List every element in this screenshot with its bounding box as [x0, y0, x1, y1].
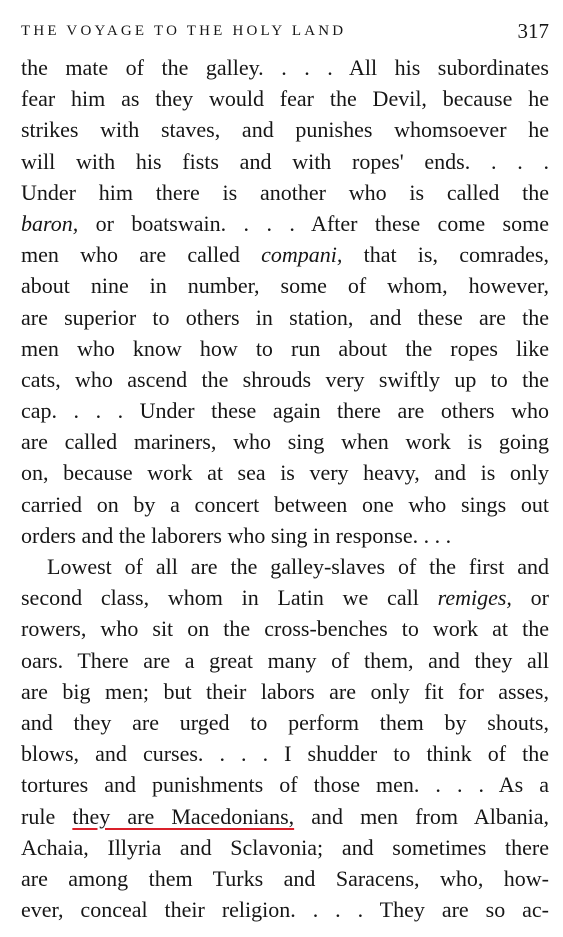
- text-line: fear him as they would fear the Devil, because he: [21, 86, 549, 112]
- text-fragment: rule: [21, 803, 73, 829]
- text-line: [21, 239, 549, 270]
- text-line: [21, 208, 549, 239]
- highlighted-phrase: they are Macedonians,: [72, 803, 295, 829]
- running-header: [21, 18, 549, 44]
- text-line: carried on by a concert between one who sings out: [21, 491, 549, 517]
- text-line: are among them Turks and Saracens, who, how-: [21, 865, 549, 891]
- text-fragment: men who are called: [21, 242, 262, 268]
- text-fragment: second class, whom in Latin we call: [21, 585, 438, 611]
- text-line: orders and the laborers who sing in response. . . .: [21, 522, 452, 548]
- paragraph-first-line: Lowest of all are the galley-slaves of the first and: [47, 554, 549, 579]
- text-line: rowers, who sit on the cross-benches to work at the: [21, 616, 549, 642]
- text-line: oars. There are a great many of them, and they all: [21, 647, 549, 673]
- text-line: Achaia, Illyria and Sclavonia; and sometimes there: [21, 834, 549, 860]
- text-line: Under him there is another who is called the: [21, 179, 549, 205]
- page-number: 317: [517, 19, 549, 43]
- text-fragment: or: [511, 585, 549, 611]
- text-line: ever, conceal their religion. . . . They are so ac-: [21, 897, 549, 923]
- page-body: [21, 52, 549, 925]
- text-line: blows, and curses. . . . I shudder to think of the: [21, 741, 549, 767]
- text-line: on, because work at sea is very heavy, and is only: [21, 460, 549, 486]
- running-head-title: THE VOYAGE TO THE HOLY LAND: [21, 23, 347, 39]
- text-line: [21, 801, 549, 832]
- italic-term: remiges,: [437, 585, 512, 611]
- text-line: will with his fists and with ropes' ends. . . .: [21, 148, 549, 174]
- text-fragment: that is, comrades,: [342, 242, 549, 268]
- text-line: strikes with staves, and punishes whomsoever he: [21, 117, 549, 143]
- text-fragment: or boatswain. . . . After these come some: [78, 210, 549, 236]
- text-line: and they are urged to perform them by shouts,: [21, 709, 549, 735]
- text-line: men who know how to run about the ropes like: [21, 335, 549, 361]
- text-line: are superior to others in station, and these are the: [21, 304, 549, 330]
- text-line: about nine in number, some of whom, however,: [21, 273, 549, 299]
- text-line: cats, who ascend the shrouds very swiftly up to the: [21, 366, 549, 392]
- italic-term: compani,: [261, 242, 343, 268]
- text-line: are called mariners, who sing when work is going: [21, 429, 549, 455]
- text-line: tortures and punishments of those men. . . . As a: [21, 772, 549, 798]
- text-fragment: and men from Albania,: [294, 803, 550, 829]
- text-line: the mate of the galley. . . . All his subordinates: [21, 55, 549, 80]
- text-line: are big men; but their labors are only fit for asses,: [21, 678, 549, 704]
- text-line: cap. . . . Under these again there are others who: [21, 398, 549, 424]
- text-line: [21, 582, 549, 613]
- italic-term: baron,: [21, 210, 79, 236]
